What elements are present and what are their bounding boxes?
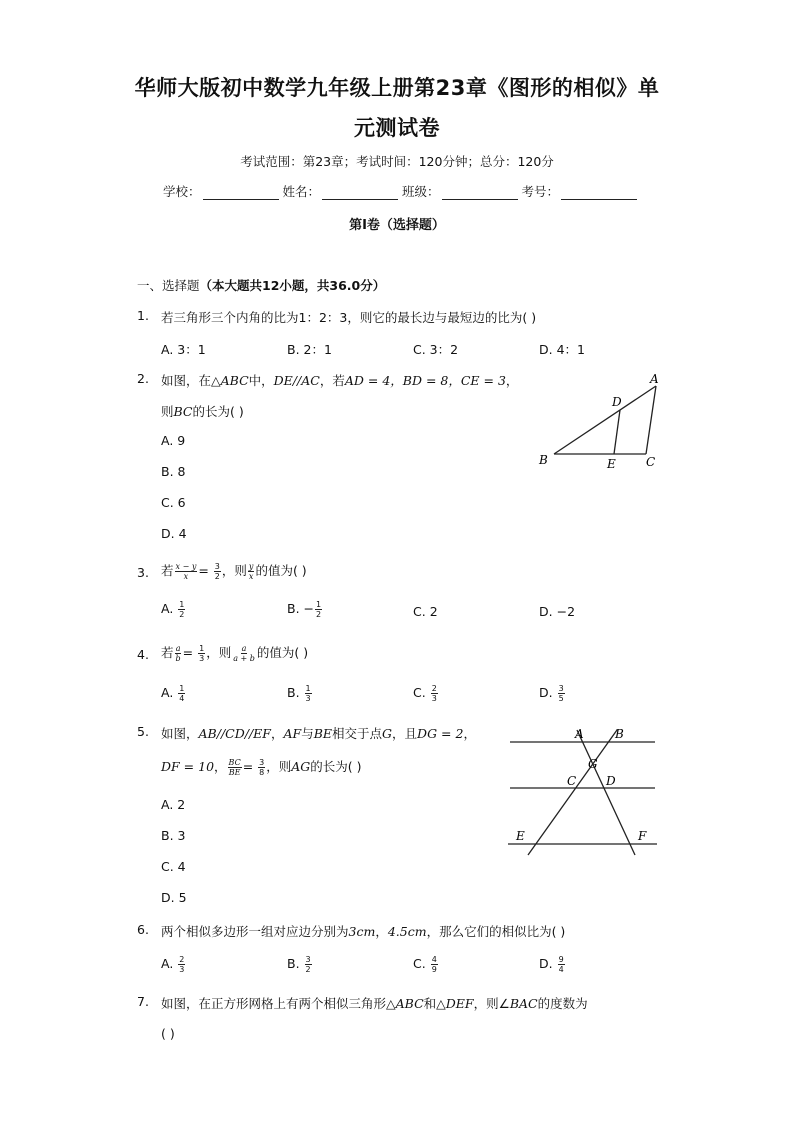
label-f: F [638,829,647,843]
student-info-row [163,182,641,200]
q6-option-a[interactable]: A. $\frac{2}{3}$ [161,955,185,974]
question-2-text: 如图，在△ABC中，DE//AC，若AD = 4，BD = 8，CE = 3， [161,373,519,388]
question-number: 3. [137,565,149,580]
q3-option-a[interactable]: A. $\frac{1}{2}$ [161,600,185,619]
question-2-text-line2: 则BC的长为( ) [161,404,244,419]
q2-triangle-figure [530,368,670,478]
section-heading [137,276,385,294]
q5-option-c[interactable]: C. 4 [161,859,186,874]
line-ac [646,386,656,454]
label-c: C [646,455,656,469]
question-5-text-line2: DF = 10， $\frac{BC}{BE}$ = $\frac{3}{8}$ ，则AG的长为( ) [161,758,362,777]
q1-option-a[interactable]: A. 3：1 [161,342,206,357]
label-a: A [650,372,659,386]
q3-option-d[interactable]: D. −2 [539,604,576,619]
question-5-text: 如图，AB//CD//EF，AF与BE相交于点G，且DG = 2， [161,726,476,741]
question-number: 2. [137,371,149,386]
q6-option-d[interactable]: D. $\frac{9}{4}$ [539,955,564,974]
line-be [528,730,617,855]
page-title-line1: 华师大版初中数学九年级上册第23章《图形的相似》单 [134,76,660,100]
exam-info: 考试范围：第23章；考试时间：120分钟；总分：120分 [240,154,554,169]
exam-number-field[interactable]: 考号： [522,182,638,200]
line-ba [554,386,656,454]
question-3-text: 若 $\frac{x - y}{x}$ = $\frac{3}{2}$ ，则 $\frac{y}{x}$ 的值为( ) [161,562,307,581]
question-1-text: 若三角形三个内角的比为1：2：3，则它的最长边与最短边的比为( ) [161,310,537,325]
q1-option-d[interactable]: D. 4：1 [539,342,585,357]
question-4-text: 若 $\frac{a}{b}$ = $\frac{1}{3}$ ，则 $\frac{a}{a + b}$ 的值为( ) [161,644,309,663]
q5-option-d[interactable]: D. 5 [161,890,187,905]
label-d: D [606,774,616,788]
section-detail: （本大题共12小题，共36.0分） [199,278,386,293]
question-number: 6. [137,922,149,937]
label-a: A [575,727,584,741]
q1-option-c[interactable]: C. 3：2 [413,342,459,357]
line-af [577,730,635,855]
q4-option-b[interactable]: B. $\frac{1}{3}$ [287,684,311,703]
q5-parallel-lines-figure [500,722,665,862]
label-b: B [615,727,624,741]
volume-heading: 第I卷（选择题） [349,218,445,233]
question-7-text-line2: ( ) [161,1026,175,1041]
q3-option-c[interactable]: C. 2 [413,604,438,619]
label-e: E [607,457,616,471]
label-c: C [567,774,577,788]
q5-option-b[interactable]: B. 3 [161,828,186,843]
question-number: 7. [137,994,149,1009]
question-number: 4. [137,647,149,662]
question-7-text: 如图，在正方形网格上有两个相似三角形△ABC和△DEF，则∠BAC的度数为 [161,996,588,1011]
q5-option-a[interactable]: A. 2 [161,797,186,812]
q2-option-a[interactable]: A. 9 [161,433,186,448]
question-6-text: 两个相似多边形一组对应边分别为3cm，4.5cm，那么它们的相似比为( ) [161,924,566,939]
section-label: 一、选择题 [137,278,200,293]
question-number: 5. [137,724,149,739]
q6-option-b[interactable]: B. $\frac{3}{2}$ [287,955,311,974]
q1-option-b[interactable]: B. 2：1 [287,342,332,357]
question-number: 1. [137,308,149,323]
label-e: E [516,829,525,843]
page-title-line2: 元测试卷 [354,116,440,140]
q4-option-a[interactable]: A. $\frac{1}{4}$ [161,684,185,703]
q2-option-c[interactable]: C. 6 [161,495,186,510]
name-field[interactable]: 姓名： [283,182,399,200]
label-g: G [588,757,598,771]
label-d: D [612,395,622,409]
school-field[interactable]: 学校： [163,182,279,200]
q4-option-c[interactable]: C. $\frac{2}{3}$ [413,684,437,703]
q6-option-c[interactable]: C. $\frac{4}{9}$ [413,955,437,974]
label-b: B [539,453,548,467]
q2-option-b[interactable]: B. 8 [161,464,186,479]
line-de [614,410,620,454]
q2-option-d[interactable]: D. 4 [161,526,187,541]
q4-option-d[interactable]: D. $\frac{3}{5}$ [539,684,564,703]
q3-option-b[interactable]: B. − $\frac{1}{2}$ [287,600,322,619]
class-field[interactable]: 班级： [402,182,518,200]
